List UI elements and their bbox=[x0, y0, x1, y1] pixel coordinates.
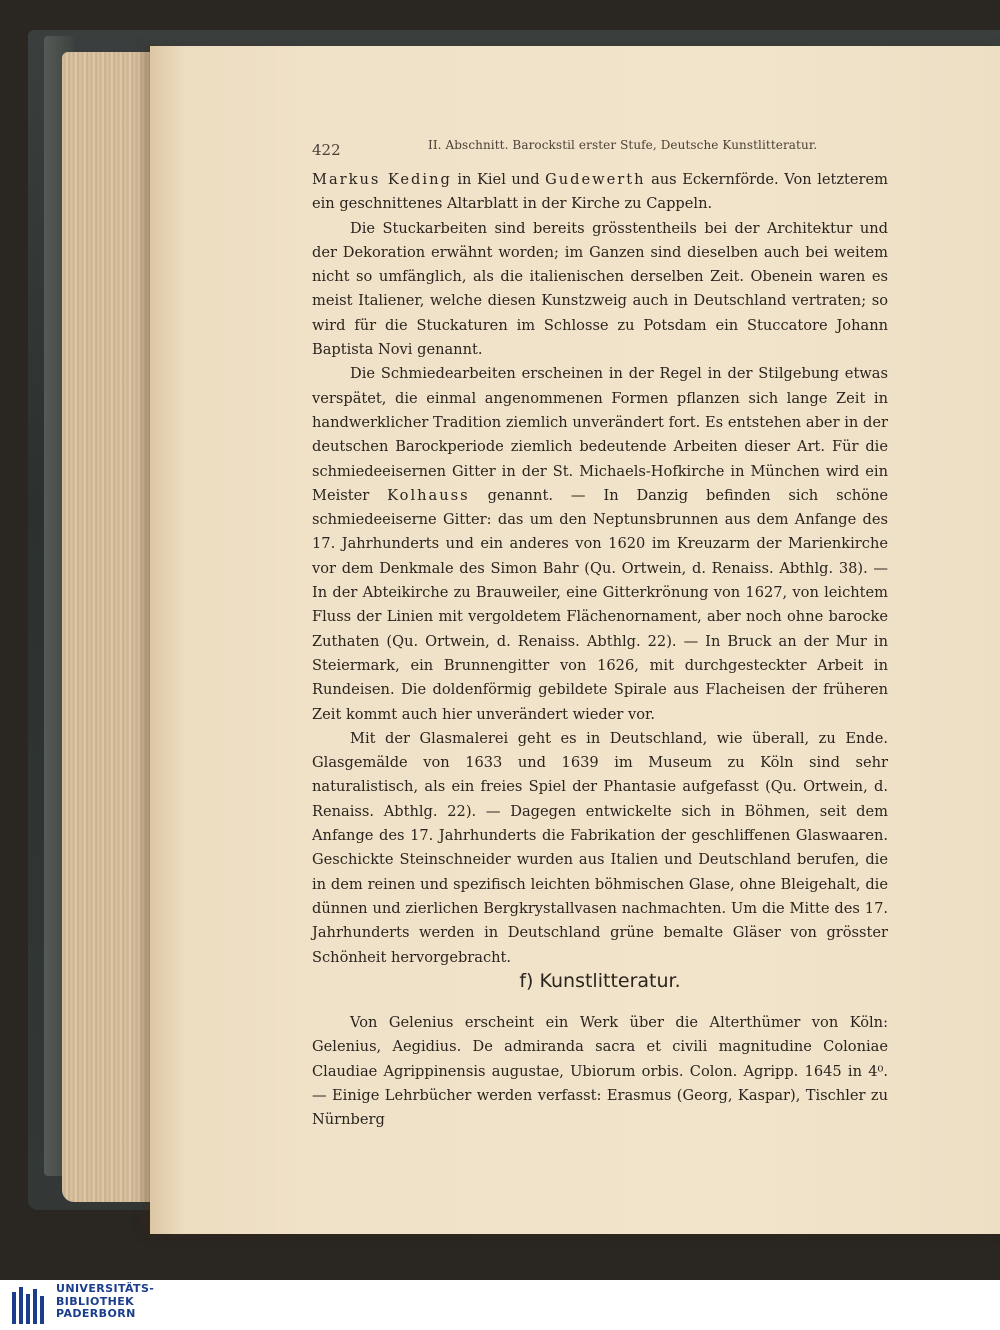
name-gudewerth: Gudewerth bbox=[545, 171, 646, 188]
section-heading: f) Kunstlitteratur. bbox=[519, 970, 681, 992]
running-head-title: II. Abschnitt. Barockstil erster Stufe, Deutsche Kunstlitteratur. bbox=[428, 138, 818, 152]
library-footer bbox=[0, 1280, 1000, 1330]
library-logo-icon bbox=[10, 1284, 50, 1326]
main-text bbox=[312, 168, 888, 970]
section-text bbox=[312, 1011, 888, 1132]
text-segment: genannt. — In Danzig befinden sich schöne schmiedeeiserne Gitter: das um den Neptunsbrunnen aus dem Anfange des 17. Jahrhunderts und ein anderes von 1620 im Kreuzarm der Marienkirche vor dem Denkmale des Simon Bahr (Qu. Ortwein, d. Renaiss. Abthlg. 38). — In der Abteikirche zu Brauweiler, eine Gitterkrönung von 1627, von leichtem Fluss der Linien mit vergoldetem Flächenornament, aber noch ohne barocke Zuthaten (Qu. Ortwein, d. Renaiss. Abthlg. 22). — In Bruck an der Mur in Steiermark, ein Brunnengitter von 1626, mit durchgesteckter Arbeit in Rundeisen. Die doldenförmig gebildete Spirale aus Flacheisen der früheren Zeit kommt auch hier unverändert wieder vor. bbox=[312, 486, 888, 723]
paragraph-1 bbox=[312, 168, 888, 217]
text-segment: in Kiel und bbox=[451, 171, 546, 188]
text-segment: aus Eckernförde. Von letzterem ein geschnittenes Altarblatt in der Kirche zu Cappeln. bbox=[312, 171, 888, 213]
name-keding: Markus Keding bbox=[312, 171, 452, 188]
library-name-line2: BIBLIOTHEK bbox=[56, 1294, 135, 1308]
paragraph-4: Mit der Glasmalerei geht es in Deutschland, wie überall, zu Ende. Glasgemälde von 1633 und 1639 im Museum zu Köln sind sehr naturalistisch, als ein freies Spiel der Phantasie aufgefasst (Qu. Ortwein, d. Renaiss. Abthlg. 22). — Dagegen entwickelte sich in Böhmen, seit dem Anfange des 17. Jahrhunderts die Fabrikation der geschliffenen Glaswaaren. Geschickte Steinschneider wurden aus Italien und Deutschland berufen, die in dem reinen und spezifisch leichten böhmischen Glase, ohne Bleigehalt, die dünnen und zierlichen Bergkrystallvasen nachmachten. Um die Mitte des 17. Jahrhunderts werden in Deutschland grüne bemalte Gläser von grösster Schönheit hervorgebracht. bbox=[312, 729, 888, 966]
paragraph-2: Die Stuckarbeiten sind bereits grösstentheils bei der Architektur und der Dekoration erwähnt worden; im Ganzen sind dieselben auch bei weitem nicht so umfänglich, als die italienischen derselben Zeit. Obenein waren es meist Italiener, welche diesen Kunstzweig auch in Deutschland vertraten; so wird für die Stuckaturen im Schlosse zu Potsdam ein Stuccatore Johann Baptista Novi genannt. bbox=[312, 219, 888, 359]
library-name-line3: PADERBORN bbox=[56, 1307, 136, 1320]
name-kolhauss: Kolhauss bbox=[387, 486, 470, 504]
library-name bbox=[56, 1283, 154, 1321]
library-name-line1: UNIVERSITÄTS- bbox=[56, 1282, 155, 1295]
paragraph-3 bbox=[312, 362, 888, 726]
paragraph-5: Von Gelenius erscheint ein Werk über die Alterthümer von Köln: Gelenius, Aegidius. De admiranda sacra et civili magnitudine Coloniae Claudiae Agrippinensis augustae, Ubiorum orbis. Colon. Agripp. 1645 in 4⁰. — Einige Lehrbücher werden verfasst: Erasmus (Georg, Kaspar), Tischler zu Nürnberg bbox=[312, 1014, 888, 1129]
running-header bbox=[312, 138, 892, 162]
page-number: 422 bbox=[312, 141, 341, 159]
text-segment: Die Schmiedearbeiten erscheinen in der Regel in der Stilgebung etwas verspätet, die einmal angenommenen Formen pflanzen sich lange Zeit in handwerklicher Tradition ziemlich unverändert fort. Es entstehen aber in der deutschen Barockperiode ziemlich bedeutende Arbeiten dieser Art. Für die schmiedeeisernen Gitter in der St. Michaels-Hofkirche in München wird ein Meister bbox=[312, 365, 888, 504]
